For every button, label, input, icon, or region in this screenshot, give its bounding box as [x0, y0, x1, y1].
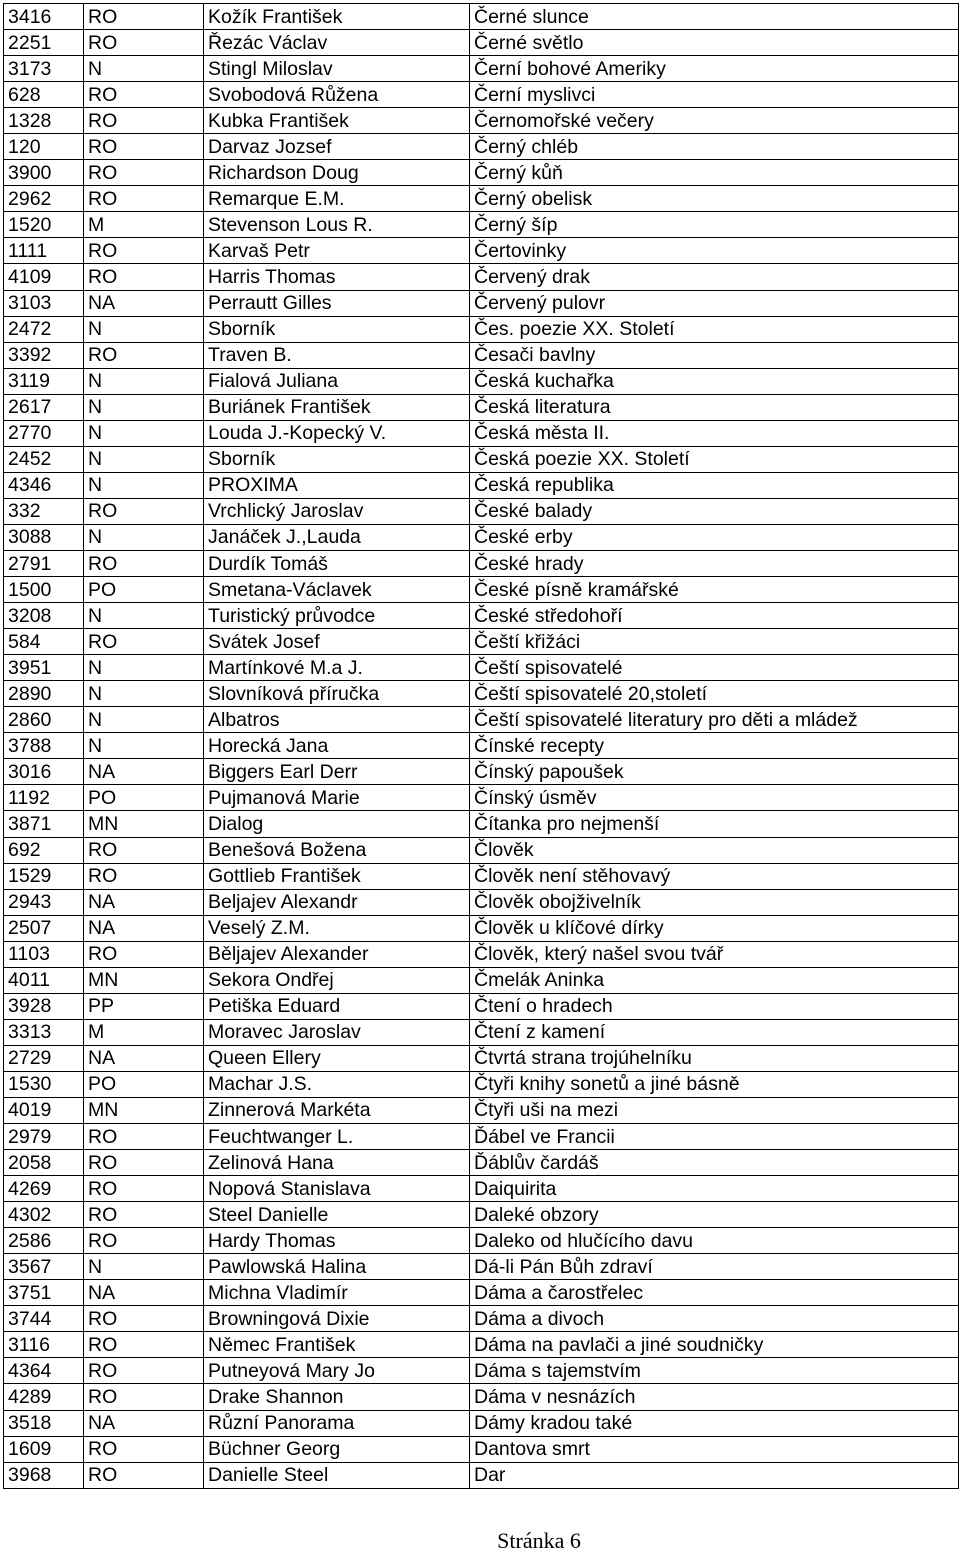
table-row	[4, 1332, 959, 1358]
author-cell: Stevenson Lous R.	[204, 212, 470, 238]
title-cell: Černí bohové Ameriky	[470, 56, 959, 82]
inventory-number-cell: 3313	[4, 1019, 84, 1045]
table-row	[4, 1306, 959, 1332]
inventory-number-cell: 4109	[4, 264, 84, 290]
title-cell: Čínské recepty	[470, 733, 959, 759]
inventory-number-cell: 2472	[4, 316, 84, 342]
table-row	[4, 30, 959, 56]
title-cell: Dámy kradou také	[470, 1410, 959, 1436]
title-cell: Černý chléb	[470, 134, 959, 160]
author-cell: Sborník	[204, 446, 470, 472]
category-cell: RO	[84, 863, 204, 889]
category-cell: RO	[84, 30, 204, 56]
inventory-number-cell: 2791	[4, 550, 84, 576]
category-cell: MN	[84, 967, 204, 993]
author-cell: Karvaš Petr	[204, 238, 470, 264]
title-cell: Čtvrtá strana trojúhelníku	[470, 1045, 959, 1071]
table-row	[4, 759, 959, 785]
inventory-number-cell: 4019	[4, 1097, 84, 1123]
inventory-number-cell: 4011	[4, 967, 84, 993]
inventory-number-cell: 3928	[4, 993, 84, 1019]
author-cell: Svátek Josef	[204, 629, 470, 655]
author-cell: Moravec Jaroslav	[204, 1019, 470, 1045]
category-cell: RO	[84, 1124, 204, 1150]
title-cell: Dáma a divoch	[470, 1306, 959, 1332]
inventory-number-cell: 1192	[4, 785, 84, 811]
author-cell: Sekora Ondřej	[204, 967, 470, 993]
title-cell: Česká republika	[470, 472, 959, 498]
author-cell: Zinnerová Markéta	[204, 1097, 470, 1123]
author-cell: Putneyová Mary Jo	[204, 1358, 470, 1384]
title-cell: Ďábel ve Francii	[470, 1124, 959, 1150]
category-cell: RO	[84, 1202, 204, 1228]
inventory-number-cell: 3968	[4, 1462, 84, 1488]
table-row	[4, 863, 959, 889]
inventory-number-cell: 3900	[4, 160, 84, 186]
category-cell: RO	[84, 186, 204, 212]
title-cell: Čínský papoušek	[470, 759, 959, 785]
author-cell: Buriánek František	[204, 394, 470, 420]
author-cell: PROXIMA	[204, 472, 470, 498]
title-cell: České hrady	[470, 550, 959, 576]
inventory-number-cell: 3088	[4, 524, 84, 550]
inventory-number-cell: 1529	[4, 863, 84, 889]
author-cell: Různí Panorama	[204, 1410, 470, 1436]
title-cell: Červený pulovr	[470, 290, 959, 316]
inventory-number-cell: 584	[4, 629, 84, 655]
category-cell: N	[84, 394, 204, 420]
inventory-number-cell: 3119	[4, 368, 84, 394]
inventory-number-cell: 2452	[4, 446, 84, 472]
table-row	[4, 1150, 959, 1176]
title-cell: Černomořské večery	[470, 108, 959, 134]
author-cell: Steel Danielle	[204, 1202, 470, 1228]
title-cell: Čeští křižáci	[470, 629, 959, 655]
title-cell: Čtení z kamení	[470, 1019, 959, 1045]
category-cell: PO	[84, 1071, 204, 1097]
category-cell: RO	[84, 498, 204, 524]
title-cell: Čítanka pro nejmenší	[470, 811, 959, 837]
page-footer: Stránka 6	[497, 1528, 581, 1553]
category-cell: RO	[84, 238, 204, 264]
table-row	[4, 1410, 959, 1436]
title-cell: Daiquirita	[470, 1176, 959, 1202]
table-row	[4, 446, 959, 472]
category-cell: RO	[84, 550, 204, 576]
title-cell: Dar	[470, 1462, 959, 1488]
category-cell: RO	[84, 1306, 204, 1332]
author-cell: Slovníková příručka	[204, 681, 470, 707]
title-cell: Člověk u klíčové dírky	[470, 915, 959, 941]
author-cell: Petiška Eduard	[204, 993, 470, 1019]
category-cell: N	[84, 446, 204, 472]
author-cell: Gottlieb František	[204, 863, 470, 889]
author-cell: Remarque E.M.	[204, 186, 470, 212]
table-row	[4, 56, 959, 82]
inventory-number-cell: 2979	[4, 1124, 84, 1150]
title-cell: České písně kramářské	[470, 577, 959, 603]
author-cell: Durdík Tomáš	[204, 550, 470, 576]
table-row	[4, 1176, 959, 1202]
author-cell: Machar J.S.	[204, 1071, 470, 1097]
category-cell: RO	[84, 941, 204, 967]
title-cell: Čes. poezie XX. Století	[470, 316, 959, 342]
table-row	[4, 785, 959, 811]
category-cell: RO	[84, 1384, 204, 1410]
author-cell: Richardson Doug	[204, 160, 470, 186]
category-cell: RO	[84, 1228, 204, 1254]
title-cell: Čtení o hradech	[470, 993, 959, 1019]
category-cell: RO	[84, 1436, 204, 1462]
inventory-number-cell: 2729	[4, 1045, 84, 1071]
author-cell: Němec František	[204, 1332, 470, 1358]
inventory-number-cell: 4364	[4, 1358, 84, 1384]
inventory-number-cell: 3416	[4, 4, 84, 30]
category-cell: NA	[84, 1045, 204, 1071]
table-row	[4, 837, 959, 863]
title-cell: Černý kůň	[470, 160, 959, 186]
author-cell: Řezác Václav	[204, 30, 470, 56]
title-cell: Ďáblův čardáš	[470, 1150, 959, 1176]
category-cell: N	[84, 368, 204, 394]
category-cell: PP	[84, 993, 204, 1019]
title-cell: Čínský úsměv	[470, 785, 959, 811]
title-cell: Čtyři knihy sonetů a jiné básně	[470, 1071, 959, 1097]
table-row	[4, 1384, 959, 1410]
title-cell: České středohoří	[470, 603, 959, 629]
category-cell: NA	[84, 290, 204, 316]
table-row	[4, 967, 959, 993]
table-row	[4, 1202, 959, 1228]
table-row	[4, 1254, 959, 1280]
table-row	[4, 1228, 959, 1254]
table-row	[4, 1462, 959, 1488]
category-cell: NA	[84, 889, 204, 915]
title-cell: Dáma s tajemstvím	[470, 1358, 959, 1384]
category-cell: N	[84, 707, 204, 733]
title-cell: Člověk není stěhovavý	[470, 863, 959, 889]
category-cell: N	[84, 420, 204, 446]
table-row	[4, 577, 959, 603]
author-cell: Traven B.	[204, 342, 470, 368]
author-cell: Browningová Dixie	[204, 1306, 470, 1332]
inventory-number-cell: 1103	[4, 941, 84, 967]
author-cell: Zelinová Hana	[204, 1150, 470, 1176]
table-row	[4, 472, 959, 498]
table-row	[4, 655, 959, 681]
title-cell: Dá-li Pán Bůh zdraví	[470, 1254, 959, 1280]
table-row	[4, 420, 959, 446]
title-cell: Česká kuchařka	[470, 368, 959, 394]
title-cell: Dáma v nesnázích	[470, 1384, 959, 1410]
category-cell: N	[84, 733, 204, 759]
table-row	[4, 212, 959, 238]
author-cell: Sborník	[204, 316, 470, 342]
title-cell: Člověk, který našel svou tvář	[470, 941, 959, 967]
inventory-number-cell: 4346	[4, 472, 84, 498]
category-cell: N	[84, 603, 204, 629]
table-row	[4, 1124, 959, 1150]
inventory-number-cell: 1111	[4, 238, 84, 264]
inventory-number-cell: 3751	[4, 1280, 84, 1306]
table-row	[4, 4, 959, 30]
inventory-number-cell: 3744	[4, 1306, 84, 1332]
title-cell: Černý šíp	[470, 212, 959, 238]
category-cell: PO	[84, 785, 204, 811]
category-cell: RO	[84, 134, 204, 160]
inventory-number-cell: 2860	[4, 707, 84, 733]
author-cell: Běljajev Alexander	[204, 941, 470, 967]
category-cell: RO	[84, 108, 204, 134]
category-cell: M	[84, 1019, 204, 1045]
title-cell: Česači bavlny	[470, 342, 959, 368]
title-cell: Červený drak	[470, 264, 959, 290]
inventory-number-cell: 3103	[4, 290, 84, 316]
table-row	[4, 1045, 959, 1071]
inventory-number-cell: 2251	[4, 30, 84, 56]
title-cell: Čertovinky	[470, 238, 959, 264]
category-cell: N	[84, 472, 204, 498]
inventory-number-cell: 692	[4, 837, 84, 863]
category-cell: N	[84, 655, 204, 681]
inventory-number-cell: 3951	[4, 655, 84, 681]
author-cell: Danielle Steel	[204, 1462, 470, 1488]
inventory-number-cell: 2943	[4, 889, 84, 915]
title-cell: Černé slunce	[470, 4, 959, 30]
author-cell: Büchner Georg	[204, 1436, 470, 1462]
table-row	[4, 1071, 959, 1097]
table-row	[4, 889, 959, 915]
book-list-table	[3, 3, 959, 1489]
inventory-number-cell: 1520	[4, 212, 84, 238]
table-row	[4, 915, 959, 941]
title-cell: Čeští spisovatelé	[470, 655, 959, 681]
table-row	[4, 316, 959, 342]
author-cell: Feuchtwanger L.	[204, 1124, 470, 1150]
author-cell: Pujmanová Marie	[204, 785, 470, 811]
title-cell: Daleko od hlučícího davu	[470, 1228, 959, 1254]
category-cell: PO	[84, 577, 204, 603]
author-cell: Albatros	[204, 707, 470, 733]
title-cell: Čeští spisovatelé 20,století	[470, 681, 959, 707]
author-cell: Perrautt Gilles	[204, 290, 470, 316]
title-cell: Černí myslivci	[470, 82, 959, 108]
inventory-number-cell: 3392	[4, 342, 84, 368]
category-cell: N	[84, 524, 204, 550]
title-cell: Člověk	[470, 837, 959, 863]
author-cell: Martínkové M.a J.	[204, 655, 470, 681]
table-row	[4, 238, 959, 264]
category-cell: RO	[84, 160, 204, 186]
category-cell: RO	[84, 264, 204, 290]
table-row	[4, 603, 959, 629]
author-cell: Fialová Juliana	[204, 368, 470, 394]
author-cell: Turistický průvodce	[204, 603, 470, 629]
table-row	[4, 82, 959, 108]
inventory-number-cell: 2890	[4, 681, 84, 707]
category-cell: RO	[84, 1150, 204, 1176]
author-cell: Kožík František	[204, 4, 470, 30]
author-cell: Horecká Jana	[204, 733, 470, 759]
category-cell: RO	[84, 1332, 204, 1358]
title-cell: Daleké obzory	[470, 1202, 959, 1228]
author-cell: Biggers Earl Derr	[204, 759, 470, 785]
category-cell: N	[84, 681, 204, 707]
inventory-number-cell: 3016	[4, 759, 84, 785]
category-cell: RO	[84, 4, 204, 30]
inventory-number-cell: 2962	[4, 186, 84, 212]
category-cell: RO	[84, 1358, 204, 1384]
title-cell: Dantova smrt	[470, 1436, 959, 1462]
author-cell: Vrchlický Jaroslav	[204, 498, 470, 524]
category-cell: N	[84, 316, 204, 342]
table-row	[4, 524, 959, 550]
title-cell: Černý obelisk	[470, 186, 959, 212]
table-row	[4, 1436, 959, 1462]
author-cell: Queen Ellery	[204, 1045, 470, 1071]
table-row	[4, 993, 959, 1019]
category-cell: RO	[84, 82, 204, 108]
table-row	[4, 342, 959, 368]
category-cell: M	[84, 212, 204, 238]
inventory-number-cell: 3173	[4, 56, 84, 82]
category-cell: MN	[84, 1097, 204, 1123]
book-list-body	[4, 4, 959, 1489]
category-cell: NA	[84, 1280, 204, 1306]
table-row	[4, 733, 959, 759]
inventory-number-cell: 3518	[4, 1410, 84, 1436]
table-row	[4, 368, 959, 394]
title-cell: Černé světlo	[470, 30, 959, 56]
inventory-number-cell: 332	[4, 498, 84, 524]
inventory-number-cell: 4269	[4, 1176, 84, 1202]
title-cell: Čmelák Aninka	[470, 967, 959, 993]
table-row	[4, 941, 959, 967]
table-row	[4, 1358, 959, 1384]
category-cell: RO	[84, 629, 204, 655]
author-cell: Hardy Thomas	[204, 1228, 470, 1254]
inventory-number-cell: 3208	[4, 603, 84, 629]
table-row	[4, 108, 959, 134]
author-cell: Louda J.-Kopecký V.	[204, 420, 470, 446]
author-cell: Darvaz Jozsef	[204, 134, 470, 160]
title-cell: Česká poezie XX. Století	[470, 446, 959, 472]
author-cell: Dialog	[204, 811, 470, 837]
title-cell: Čeští spisovatelé literatury pro děti a mládež	[470, 707, 959, 733]
title-cell: Člověk obojživelník	[470, 889, 959, 915]
author-cell: Harris Thomas	[204, 264, 470, 290]
title-cell: Česká města II.	[470, 420, 959, 446]
category-cell: NA	[84, 915, 204, 941]
table-row	[4, 629, 959, 655]
inventory-number-cell: 1500	[4, 577, 84, 603]
category-cell: NA	[84, 759, 204, 785]
inventory-number-cell: 2058	[4, 1150, 84, 1176]
table-row	[4, 1097, 959, 1123]
table-row	[4, 681, 959, 707]
category-cell: N	[84, 1254, 204, 1280]
author-cell: Benešová Božena	[204, 837, 470, 863]
category-cell: N	[84, 56, 204, 82]
inventory-number-cell: 120	[4, 134, 84, 160]
table-row	[4, 1280, 959, 1306]
inventory-number-cell: 2586	[4, 1228, 84, 1254]
category-cell: RO	[84, 1176, 204, 1202]
author-cell: Pawlowská Halina	[204, 1254, 470, 1280]
table-row	[4, 186, 959, 212]
table-row	[4, 160, 959, 186]
table-row	[4, 134, 959, 160]
inventory-number-cell: 2507	[4, 915, 84, 941]
title-cell: Dáma a čarostřelec	[470, 1280, 959, 1306]
table-row	[4, 811, 959, 837]
inventory-number-cell: 1328	[4, 108, 84, 134]
inventory-number-cell: 3788	[4, 733, 84, 759]
inventory-number-cell: 4302	[4, 1202, 84, 1228]
author-cell: Smetana-Václavek	[204, 577, 470, 603]
title-cell: Dáma na pavlači a jiné soudničky	[470, 1332, 959, 1358]
inventory-number-cell: 3116	[4, 1332, 84, 1358]
author-cell: Veselý Z.M.	[204, 915, 470, 941]
title-cell: České erby	[470, 524, 959, 550]
author-cell: Stingl Miloslav	[204, 56, 470, 82]
table-row	[4, 707, 959, 733]
inventory-number-cell: 3871	[4, 811, 84, 837]
category-cell: MN	[84, 811, 204, 837]
category-cell: NA	[84, 1410, 204, 1436]
title-cell: Čtyři uši na mezi	[470, 1097, 959, 1123]
inventory-number-cell: 1530	[4, 1071, 84, 1097]
inventory-number-cell: 2617	[4, 394, 84, 420]
author-cell: Nopová Stanislava	[204, 1176, 470, 1202]
title-cell: Česká literatura	[470, 394, 959, 420]
category-cell: RO	[84, 342, 204, 368]
table-row	[4, 1019, 959, 1045]
table-row	[4, 394, 959, 420]
author-cell: Beljajev Alexandr	[204, 889, 470, 915]
table-row	[4, 290, 959, 316]
inventory-number-cell: 3567	[4, 1254, 84, 1280]
author-cell: Michna Vladimír	[204, 1280, 470, 1306]
author-cell: Svobodová Růžena	[204, 82, 470, 108]
author-cell: Drake Shannon	[204, 1384, 470, 1410]
table-row	[4, 550, 959, 576]
inventory-number-cell: 2770	[4, 420, 84, 446]
category-cell: RO	[84, 837, 204, 863]
inventory-number-cell: 628	[4, 82, 84, 108]
author-cell: Kubka František	[204, 108, 470, 134]
inventory-number-cell: 4289	[4, 1384, 84, 1410]
author-cell: Janáček J.,Lauda	[204, 524, 470, 550]
table-row	[4, 264, 959, 290]
table-row	[4, 498, 959, 524]
inventory-number-cell: 1609	[4, 1436, 84, 1462]
category-cell: RO	[84, 1462, 204, 1488]
title-cell: České balady	[470, 498, 959, 524]
